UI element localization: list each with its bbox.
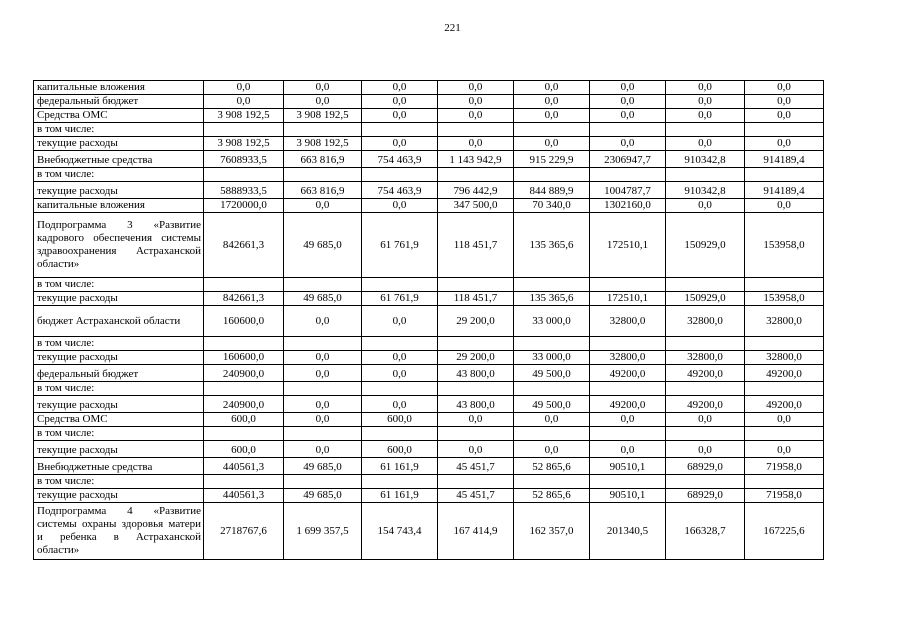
value-cell: 754 463,9 [362,151,438,168]
value-cell: 0,0 [438,441,514,458]
value-cell: 0,0 [284,199,362,213]
value-cell [514,168,590,182]
table-row [34,182,824,199]
value-cell: 49200,0 [745,365,824,382]
value-cell: 0,0 [590,95,666,109]
value-cell: 0,0 [204,81,284,95]
table-row [34,123,824,137]
value-cell: 914189,4 [745,151,824,168]
value-cell: 0,0 [438,413,514,427]
value-cell: 0,0 [590,137,666,151]
value-cell: 842661,3 [204,213,284,278]
value-cell [438,337,514,351]
page-number: 221 [444,22,461,34]
value-cell [204,475,284,489]
value-cell: 118 451,7 [438,292,514,306]
value-cell: 3 908 192,5 [284,137,362,151]
table-row [34,199,824,213]
value-cell: 0,0 [362,351,438,365]
value-cell: 0,0 [666,95,745,109]
value-cell: 49 685,0 [284,292,362,306]
value-cell [362,382,438,396]
row-label: в том числе: [34,278,204,292]
row-label: в том числе: [34,427,204,441]
value-cell: 153958,0 [745,213,824,278]
table-row [34,382,824,396]
value-cell: 0,0 [284,365,362,382]
value-cell: 45 451,7 [438,489,514,503]
value-cell: 118 451,7 [438,213,514,278]
value-cell: 167225,6 [745,503,824,560]
value-cell: 135 365,6 [514,292,590,306]
value-cell: 0,0 [362,396,438,413]
value-cell: 0,0 [666,137,745,151]
value-cell: 154 743,4 [362,503,438,560]
value-cell: 0,0 [745,109,824,123]
value-cell: 29 200,0 [438,351,514,365]
table-row [34,337,824,351]
value-cell: 150929,0 [666,292,745,306]
value-cell: 5888933,5 [204,182,284,199]
value-cell: 49 500,0 [514,396,590,413]
value-cell [514,278,590,292]
value-cell: 0,0 [284,351,362,365]
value-cell: 33 000,0 [514,351,590,365]
value-cell: 3 908 192,5 [204,137,284,151]
value-cell [284,337,362,351]
table-row [34,351,824,365]
value-cell [284,123,362,137]
value-cell [362,123,438,137]
value-cell [284,278,362,292]
value-cell [590,278,666,292]
table-row [34,475,824,489]
value-cell: 3 908 192,5 [284,109,362,123]
value-cell [590,427,666,441]
value-cell: 600,0 [204,441,284,458]
value-cell: 1 143 942,9 [438,151,514,168]
row-label: текущие расходы [34,441,204,458]
value-cell [666,123,745,137]
value-cell [204,382,284,396]
row-label: Внебюджетные средства [34,458,204,475]
value-cell [666,168,745,182]
value-cell [666,278,745,292]
table-row [34,489,824,503]
value-cell [590,168,666,182]
value-cell: 0,0 [666,413,745,427]
value-cell [362,475,438,489]
value-cell: 0,0 [514,441,590,458]
value-cell: 0,0 [745,199,824,213]
value-cell: 49 685,0 [284,489,362,503]
row-label: текущие расходы [34,182,204,199]
budget-table [33,80,824,560]
value-cell [666,427,745,441]
value-cell: 52 865,6 [514,489,590,503]
value-cell: 0,0 [666,109,745,123]
value-cell [284,382,362,396]
value-cell: 240900,0 [204,396,284,413]
value-cell [590,475,666,489]
row-label: в том числе: [34,123,204,137]
row-label: Подпрограмма 4 «Развитие системы охраны здоровья матери и ребенка в Астраханской области» [34,503,204,560]
value-cell [666,475,745,489]
table-row [34,396,824,413]
value-cell: 153958,0 [745,292,824,306]
value-cell: 45 451,7 [438,458,514,475]
value-cell [204,427,284,441]
table-row [34,278,824,292]
value-cell [514,475,590,489]
value-cell: 663 816,9 [284,182,362,199]
row-label: текущие расходы [34,396,204,413]
value-cell: 0,0 [362,306,438,337]
value-cell: 0,0 [362,365,438,382]
value-cell: 61 761,9 [362,213,438,278]
value-cell: 0,0 [590,81,666,95]
value-cell: 32800,0 [666,351,745,365]
value-cell: 61 761,9 [362,292,438,306]
value-cell: 842661,3 [204,292,284,306]
value-cell: 600,0 [362,413,438,427]
value-cell: 0,0 [362,95,438,109]
value-cell: 0,0 [514,81,590,95]
value-cell [745,475,824,489]
value-cell: 0,0 [745,95,824,109]
value-cell: 49 500,0 [514,365,590,382]
value-cell: 0,0 [745,137,824,151]
row-label: бюджет Астраханской области [34,306,204,337]
value-cell: 0,0 [514,137,590,151]
table-row [34,168,824,182]
value-cell [438,168,514,182]
row-label: федеральный бюджет [34,95,204,109]
value-cell: 0,0 [514,109,590,123]
value-cell: 90510,1 [590,458,666,475]
value-cell [362,168,438,182]
table-row [34,109,824,123]
row-label: Средства ОМС [34,413,204,427]
table-row [34,151,824,168]
value-cell [362,278,438,292]
row-label: в том числе: [34,337,204,351]
value-cell: 0,0 [590,413,666,427]
value-cell: 600,0 [204,413,284,427]
value-cell: 49200,0 [590,396,666,413]
row-label: текущие расходы [34,292,204,306]
value-cell: 49 685,0 [284,213,362,278]
value-cell: 70 340,0 [514,199,590,213]
value-cell: 0,0 [514,95,590,109]
value-cell: 3 908 192,5 [204,109,284,123]
row-label: текущие расходы [34,351,204,365]
value-cell [438,475,514,489]
value-cell [745,123,824,137]
row-label: Средства ОМС [34,109,204,123]
value-cell [666,382,745,396]
row-label: Внебюджетные средства [34,151,204,168]
value-cell [438,382,514,396]
value-cell: 1302160,0 [590,199,666,213]
value-cell: 32800,0 [590,306,666,337]
value-cell: 172510,1 [590,213,666,278]
value-cell [590,382,666,396]
value-cell: 796 442,9 [438,182,514,199]
row-label: Подпрограмма 3 «Развитие кадрового обеспечения системы здравоохранения Астраханской области» [34,213,204,278]
value-cell: 32800,0 [590,351,666,365]
value-cell [438,278,514,292]
value-cell: 29 200,0 [438,306,514,337]
value-cell: 32800,0 [745,351,824,365]
value-cell: 910342,8 [666,182,745,199]
table-row [34,413,824,427]
value-cell [666,337,745,351]
table-row [34,365,824,382]
value-cell: 0,0 [438,109,514,123]
value-cell: 0,0 [666,199,745,213]
value-cell [514,337,590,351]
value-cell: 43 800,0 [438,365,514,382]
row-label: в том числе: [34,168,204,182]
value-cell: 0,0 [204,95,284,109]
value-cell: 162 357,0 [514,503,590,560]
row-label: капитальные вложения [34,199,204,213]
value-cell: 0,0 [438,81,514,95]
value-cell [745,382,824,396]
value-cell: 0,0 [745,413,824,427]
value-cell [204,123,284,137]
table-row [34,441,824,458]
value-cell [204,337,284,351]
value-cell: 135 365,6 [514,213,590,278]
value-cell: 0,0 [666,81,745,95]
value-cell: 160600,0 [204,306,284,337]
row-label: в том числе: [34,475,204,489]
value-cell: 201340,5 [590,503,666,560]
value-cell: 0,0 [362,81,438,95]
table-row [34,503,824,560]
value-cell: 440561,3 [204,489,284,503]
table-row [34,458,824,475]
value-cell: 600,0 [362,441,438,458]
table-row [34,95,824,109]
value-cell: 1 699 357,5 [284,503,362,560]
row-label: федеральный бюджет [34,365,204,382]
value-cell [284,168,362,182]
value-cell: 0,0 [745,81,824,95]
value-cell: 49200,0 [666,365,745,382]
value-cell: 43 800,0 [438,396,514,413]
value-cell: 49200,0 [745,396,824,413]
row-label: текущие расходы [34,137,204,151]
value-cell: 0,0 [514,413,590,427]
value-cell: 0,0 [284,81,362,95]
value-cell: 0,0 [284,441,362,458]
value-cell [362,427,438,441]
value-cell: 61 161,9 [362,458,438,475]
value-cell: 49 685,0 [284,458,362,475]
value-cell: 347 500,0 [438,199,514,213]
value-cell: 49200,0 [666,396,745,413]
value-cell: 90510,1 [590,489,666,503]
value-cell: 167 414,9 [438,503,514,560]
value-cell: 52 865,6 [514,458,590,475]
table-row [34,81,824,95]
value-cell: 914189,4 [745,182,824,199]
value-cell: 2306947,7 [590,151,666,168]
value-cell: 0,0 [362,137,438,151]
value-cell: 150929,0 [666,213,745,278]
value-cell: 844 889,9 [514,182,590,199]
value-cell [284,475,362,489]
value-cell: 0,0 [666,441,745,458]
value-cell: 68929,0 [666,489,745,503]
value-cell [745,278,824,292]
value-cell: 71958,0 [745,489,824,503]
budget-table-body [34,81,824,560]
value-cell: 2718767,6 [204,503,284,560]
value-cell [590,123,666,137]
value-cell [362,337,438,351]
row-label: в том числе: [34,382,204,396]
value-cell [745,168,824,182]
value-cell [438,427,514,441]
value-cell [745,427,824,441]
table-row [34,292,824,306]
value-cell: 49200,0 [590,365,666,382]
value-cell: 32800,0 [745,306,824,337]
value-cell [514,427,590,441]
value-cell: 240900,0 [204,365,284,382]
value-cell: 0,0 [745,441,824,458]
value-cell [514,123,590,137]
value-cell [514,382,590,396]
table-row [34,213,824,278]
table-row [34,137,824,151]
value-cell: 0,0 [438,137,514,151]
value-cell: 0,0 [362,199,438,213]
value-cell: 910342,8 [666,151,745,168]
value-cell: 160600,0 [204,351,284,365]
value-cell: 166328,7 [666,503,745,560]
value-cell: 1004787,7 [590,182,666,199]
value-cell: 0,0 [438,95,514,109]
value-cell: 68929,0 [666,458,745,475]
value-cell: 663 816,9 [284,151,362,168]
value-cell [438,123,514,137]
value-cell: 0,0 [284,95,362,109]
value-cell: 0,0 [362,109,438,123]
value-cell: 915 229,9 [514,151,590,168]
value-cell: 0,0 [284,413,362,427]
value-cell: 440561,3 [204,458,284,475]
value-cell: 0,0 [590,441,666,458]
value-cell: 7608933,5 [204,151,284,168]
value-cell: 0,0 [284,396,362,413]
value-cell [745,337,824,351]
row-label: текущие расходы [34,489,204,503]
value-cell: 0,0 [590,109,666,123]
value-cell [204,168,284,182]
value-cell: 1720000,0 [204,199,284,213]
value-cell: 754 463,9 [362,182,438,199]
value-cell: 172510,1 [590,292,666,306]
value-cell: 61 161,9 [362,489,438,503]
table-row [34,427,824,441]
row-label: капитальные вложения [34,81,204,95]
table-row [34,306,824,337]
value-cell [204,278,284,292]
value-cell: 0,0 [284,306,362,337]
value-cell: 33 000,0 [514,306,590,337]
value-cell: 32800,0 [666,306,745,337]
value-cell [590,337,666,351]
value-cell [284,427,362,441]
value-cell: 71958,0 [745,458,824,475]
